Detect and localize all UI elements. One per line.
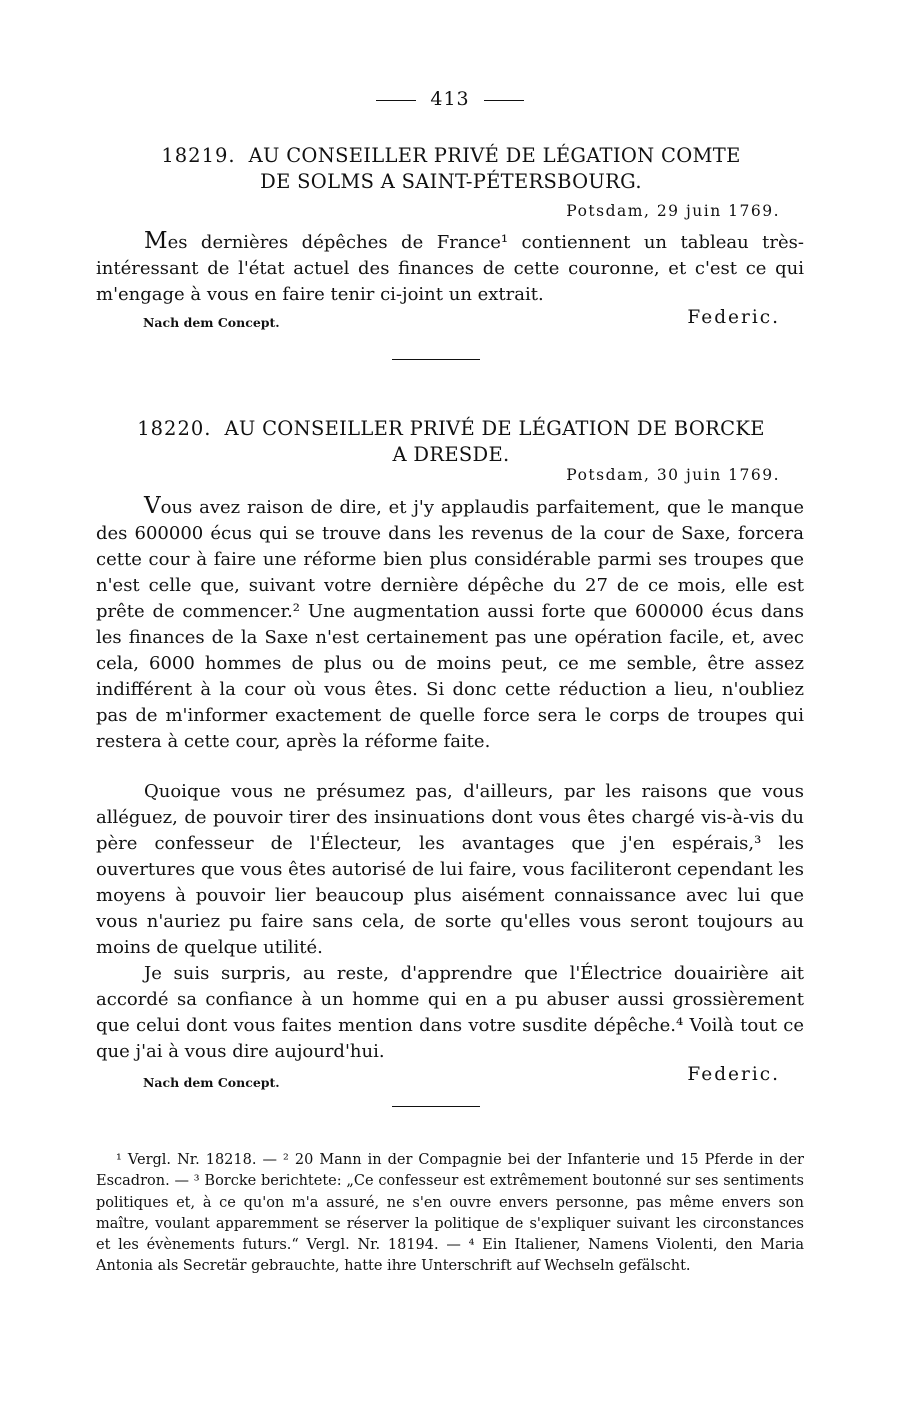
letter-1-date: 29 juin 1769. (656, 202, 780, 220)
letter-2-heading (96, 416, 806, 468)
left-dash (376, 100, 416, 101)
page-number: 413 (430, 88, 470, 110)
letter-2-paragraph-1: Vous avez raison de dire, et j'y applaudis parfaitement, que le manque des 600000 écus qui se trouve dans les revenus de la cour de Saxe, forcera cette cour à faire une réforme bien plus considérable parmi ses troupes que n'est celle que, suivant votre dernière dépêche du 27 de ce mois, elle est prête de commencer.² Une augmentation aussi forte que 600000 écus dans les finances de la Saxe n'est certainement pas une opération facile, et, avec cela, 6000 hommes de plus ou de moins peut, ce me semble, être assez indifférent à la cour où vous êtes. Si donc cette réduction a lieu, n'oubliez pas de m'informer exactement de quelle force sera le corps de troupes qui restera à cette cour, après la réforme faite. (96, 493, 804, 752)
letter-1-title-line1: AU CONSEILLER PRIVÉ DE LÉGATION COMTE (248, 144, 741, 167)
letter-2-title-line1: AU CONSEILLER PRIVÉ DE LÉGATION DE BORCKE (224, 417, 765, 440)
letter-2-place: Potsdam, (566, 466, 651, 484)
letter-1-place: Potsdam, (566, 202, 651, 220)
right-dash (484, 100, 524, 101)
letter-1-dateline (566, 202, 780, 220)
letter-2-dateline (566, 466, 780, 484)
letter-2-date: 30 juin 1769. (656, 466, 780, 484)
letter-1-paragraph-1: Mes dernières dépêches de France¹ contiennent un tableau très-intéressant de l'état actuel des finances de cette couronne, et c'est ce qui m'engage à vous en faire tenir ci-joint un extrait. (96, 228, 804, 305)
letter-1-heading-line1 (96, 143, 806, 169)
letter-1-heading (96, 143, 806, 195)
letter-2-number: 18220. (137, 417, 212, 440)
letter-1-number: 18219. (161, 144, 236, 167)
letter-2-paragraph-2: Quoique vous ne présumez pas, d'ailleurs, par les raisons que vous alléguez, de pouvoir tirer des insinuations dont vous êtes chargé vis-à-vis du père confesseur de l'Électeur, les avantages que j'en espérais,³ les ouvertures que vous êtes autorisé de lui faire, vous faciliteront cependant les moyens à pouvoir lier beaucoup plus aisément connaissance avec lui que vous n'auriez pu faire sans cela, de sorte qu'elles vous seront toujours au moins de quelque utilité. (96, 781, 804, 958)
page-number-line (0, 88, 900, 110)
letter-2-heading-line1 (96, 416, 806, 442)
letter-1-title-line2: DE SOLMS A SAINT-PÉTERSBOURG. (260, 170, 642, 193)
letter-1-signature: Federic. (687, 307, 780, 328)
separator-rule-1 (392, 359, 480, 360)
footnotes: ¹ Vergl. Nr. 18218. — ² 20 Mann in der Compagnie bei der Infanterie und 15 Pferde in der Escadron. — ³ Borcke berichtete: „Ce confesseur est extrêmement boutonné sur ses sentiments politiques et, à ce qu'on m'a assuré, ne s'en ouvre envers personne, pas même envers son maître, voulant apparemment se réserver la politique de s'expliquer suivant les circonstances et les évènements futurs.“ Vergl. Nr. 18194. — ⁴ Ein Italiener, Namens Violenti, den Maria Antonia als Secretär gebrauchte, hatte ihre Unterschrift auf Wechseln gefälscht. (96, 1152, 804, 1275)
letter-2-source-note: Nach dem Concept. (143, 1075, 280, 1090)
letter-1-source-note: Nach dem Concept. (143, 315, 280, 330)
letter-2-signature: Federic. (687, 1064, 780, 1085)
letter-2-title-line2: A DRESDE. (392, 443, 510, 466)
letter-2-paragraph-3: Je suis surpris, au reste, d'apprendre que l'Électrice douairière ait accordé sa confiance à un homme qui en a pu abuser aussi grossièrement que celui dont vous faites mention dans votre susdite dépêche.⁴ Voilà tout ce que j'ai à vous dire aujourd'hui. (96, 963, 804, 1062)
separator-rule-2 (392, 1106, 480, 1107)
